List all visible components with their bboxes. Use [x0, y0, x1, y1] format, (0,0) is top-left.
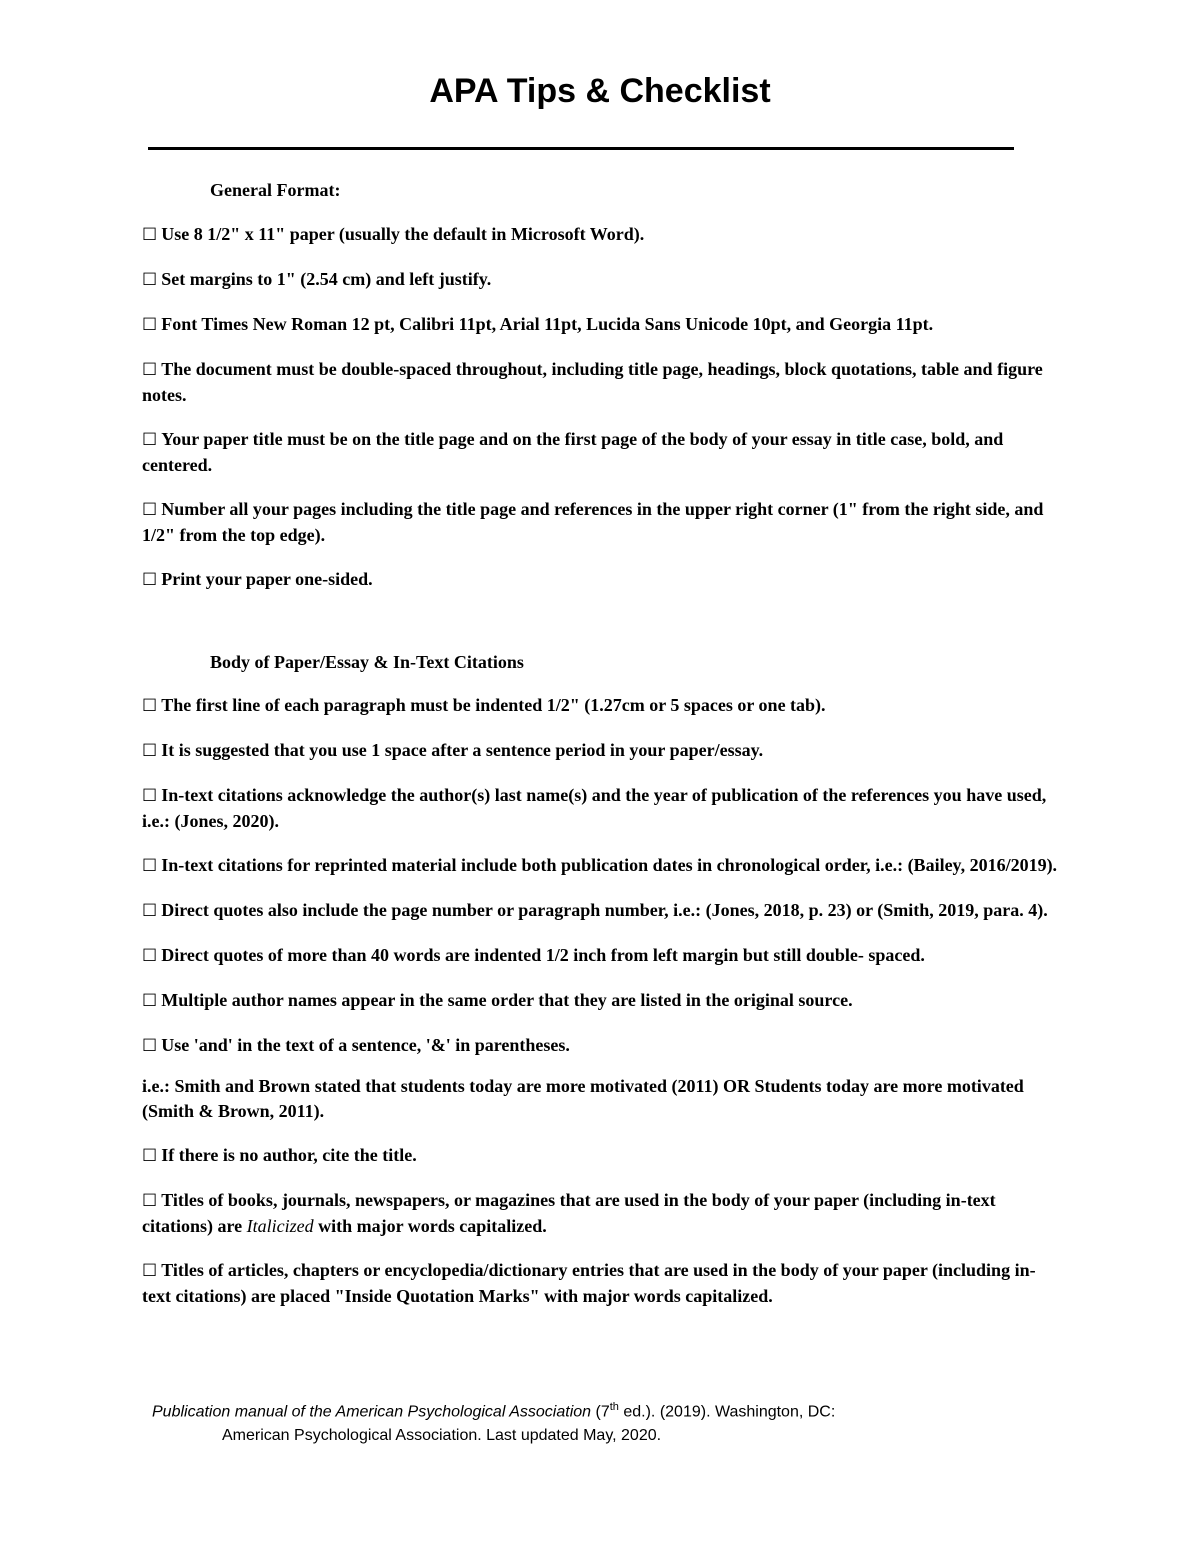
checklist-item-text: In-text citations acknowledge the author(s) last name(s) and the year of publication of the references you have used, i.e.: (Jones, 2020). [142, 785, 1047, 831]
checklist-item-text: Multiple author names appear in the same order that they are listed in the original source. [161, 990, 853, 1010]
checkbox-icon[interactable]: ☐ [142, 500, 158, 520]
checklist-item-text: Titles of articles, chapters or encyclopedia/dictionary entries that are used in the body of your paper (including in-text citations) are placed "Inside Quotation Marks" with major words capitalized. [142, 1260, 1036, 1306]
checklist-content [142, 175, 1062, 1309]
checklist-item-text: Titles of books, journals, newspapers, or magazines that are used in the body of your paper (including in-text citations) are [142, 1190, 996, 1236]
checklist-item-text: In-text citations for reprinted material include both publication dates in chronological order, i.e.: (Bailey, 2016/2019). [161, 855, 1058, 875]
checklist-item-text: Use 'and' in the text of a sentence, '&' in parentheses. [161, 1035, 570, 1055]
checklist-item [142, 427, 1062, 478]
checkbox-icon[interactable]: ☐ [142, 1146, 158, 1166]
checkbox-icon[interactable]: ☐ [142, 430, 158, 450]
checklist-item [142, 267, 1062, 293]
checklist-item [142, 693, 1062, 719]
checklist-item [142, 312, 1062, 338]
checklist-item [142, 222, 1062, 248]
checkbox-icon[interactable]: ☐ [142, 1036, 158, 1056]
page-title: APA Tips & Checklist [429, 72, 771, 110]
section-heading-general-format: General Format: [210, 180, 341, 200]
checkbox-icon[interactable]: ☐ [142, 786, 158, 806]
checkbox-icon[interactable]: ☐ [142, 225, 158, 245]
checkbox-icon[interactable]: ☐ [142, 570, 158, 590]
checklist-item [142, 567, 1062, 593]
reference-line-1 [152, 1395, 1052, 1424]
checklist-item-text: Set margins to 1" (2.54 cm) and left justify. [161, 269, 492, 289]
reference-footer [152, 1395, 1052, 1448]
checkbox-icon[interactable]: ☐ [142, 1191, 158, 1211]
section-heading-body-of-paper: Body of Paper/Essay & In-Text Citations [210, 652, 524, 672]
reference-edition: (7 [591, 1403, 610, 1421]
checkbox-icon[interactable]: ☐ [142, 856, 158, 876]
checklist-item-text: Your paper title must be on the title page and on the first page of the body of your essay in title case, bold, and centered. [142, 429, 1004, 475]
checkbox-icon[interactable]: ☐ [142, 741, 158, 761]
checkbox-icon[interactable]: ☐ [142, 991, 158, 1011]
checklist-item-text: Direct quotes of more than 40 words are indented 1/2 inch from left margin but still double- spaced. [161, 945, 925, 965]
checkbox-icon[interactable]: ☐ [142, 1261, 158, 1281]
checkbox-icon[interactable]: ☐ [142, 946, 158, 966]
checklist-item-text: Font Times New Roman 12 pt, Calibri 11pt, Arial 11pt, Lucida Sans Unicode 10pt, and Georgia 11pt. [161, 314, 934, 334]
reference-edition-sup: th [609, 1401, 619, 1413]
checklist-item-text-end: with major words capitalized. [313, 1216, 547, 1236]
checklist-item [142, 497, 1062, 548]
checkbox-icon[interactable]: ☐ [142, 901, 158, 921]
checklist-item [142, 1258, 1062, 1309]
checkbox-icon[interactable]: ☐ [142, 270, 158, 290]
checklist-item [142, 898, 1062, 924]
checklist-item [142, 853, 1062, 879]
example-text: i.e.: Smith and Brown stated that students today are more motivated (2011) OR Students today are more motivated (Smith & Brown, 2011). [142, 1076, 1024, 1121]
checklist-item-text: If there is no author, cite the title. [161, 1145, 417, 1165]
checklist-item [142, 357, 1062, 408]
checklist-item-text: Direct quotes also include the page number or paragraph number, i.e.: (Jones, 2018, p. 23) or (Smith, 2019, para. 4). [161, 900, 1048, 920]
checklist-item-text: Use 8 1/2" x 11" paper (usually the default in Microsoft Word). [161, 224, 645, 244]
checklist-item [142, 988, 1062, 1014]
checklist-item-text: The document must be double-spaced throughout, including title page, headings, block quotations, table and figure notes. [142, 359, 1043, 405]
checkbox-icon[interactable]: ☐ [142, 360, 158, 380]
checklist-item [142, 1188, 1062, 1239]
checklist-item-text: Number all your pages including the title page and references in the upper right corner (1" from the right side, and 1/2" from the top edge). [142, 499, 1044, 545]
title-divider [148, 147, 1014, 150]
checklist-item [142, 783, 1062, 834]
reference-publisher: ed.). (2019). Washington, DC: [618, 1403, 836, 1421]
checkbox-icon[interactable]: ☐ [142, 696, 158, 716]
italicized-word: Italicized [246, 1216, 314, 1236]
checklist-item [142, 943, 1062, 969]
checklist-item [142, 1143, 1062, 1169]
reference-line-2: American Psychological Association. Last updated May, 2020. [222, 1427, 662, 1445]
checklist-item [142, 738, 1062, 764]
reference-title: Publication manual of the American Psychological Association [152, 1403, 592, 1421]
checklist-item-text: Print your paper one-sided. [161, 569, 373, 589]
checklist-item-text: The first line of each paragraph must be indented 1/2" (1.27cm or 5 spaces or one tab). [161, 695, 826, 715]
checklist-item-text: It is suggested that you use 1 space after a sentence period in your paper/essay. [161, 740, 764, 760]
checkbox-icon[interactable]: ☐ [142, 315, 158, 335]
checklist-item [142, 1033, 1062, 1059]
